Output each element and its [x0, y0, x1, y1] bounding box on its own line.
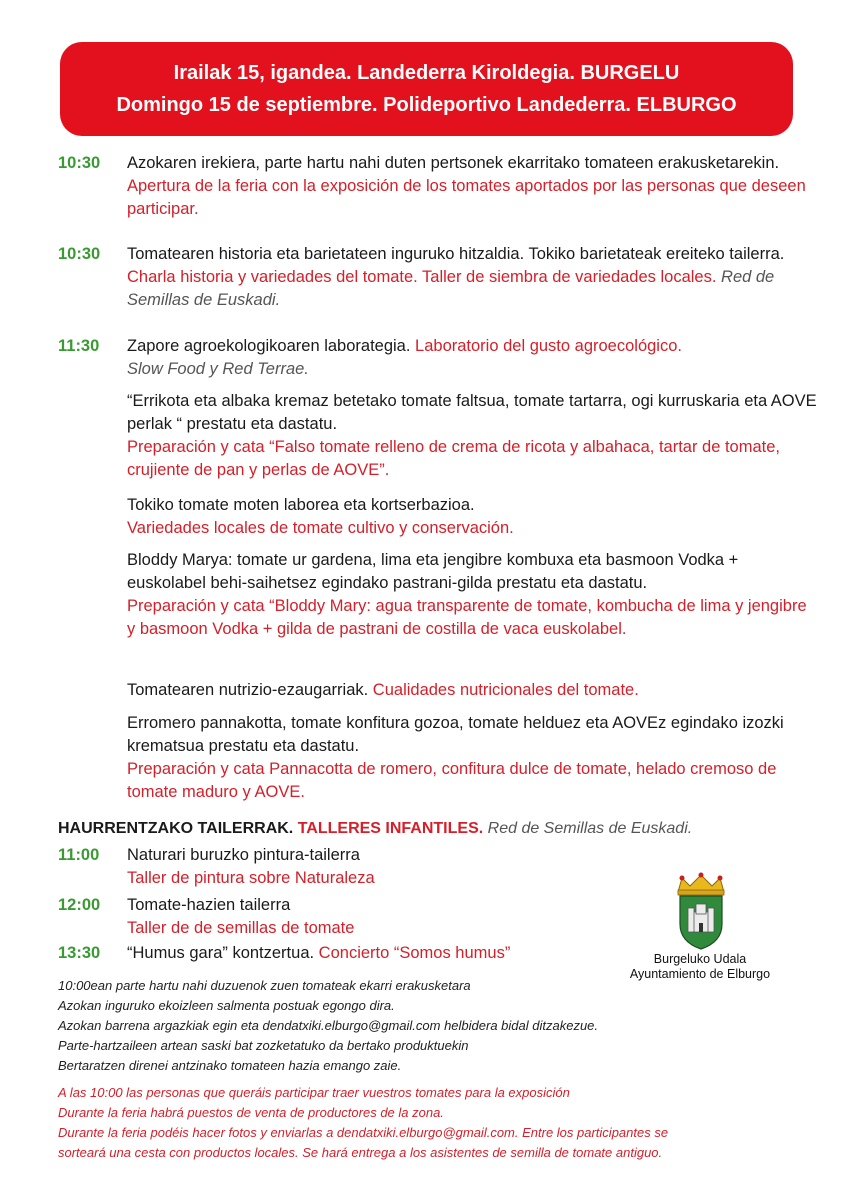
time-label: 11:30	[58, 337, 100, 355]
time-label: 11:00	[58, 846, 100, 864]
schedule-item-opening	[127, 152, 817, 221]
organizer: Red de Semillas de Euskadi.	[127, 268, 775, 309]
text-spanish: Preparación y cata Pannacotta de romero, confitura dulce de tomate, helado cremoso de tomate maduro y AOVE.	[127, 760, 777, 801]
note-line: A las 10:00 las personas que queráis participar traer vuestros tomates para la exposición	[58, 1085, 570, 1100]
header-spanish: Domingo 15 de septiembre. Polideportivo Landederra. ELBURGO	[116, 94, 737, 116]
text-basque: Erromero pannakotta, tomate konfitura gozoa, tomate helduez eta AOVEz egindako izozki krematsua prestatu eta dastatu.	[127, 714, 784, 755]
council-spanish: Ayuntamiento de Elburgo	[629, 967, 771, 981]
note-line: Bertaratzen direnei antzinako tomateen hazia emango zaie.	[58, 1058, 402, 1073]
note-line: Azokan barrena argazkiak egin eta dendatxiki.elburgo@gmail.com helbidera bidal ditzakezue.	[58, 1018, 599, 1033]
text-basque: Zapore agroekologikoaren laborategia.	[127, 337, 411, 355]
lab-block-5	[127, 712, 817, 804]
time-label: 10:30	[58, 245, 101, 263]
note-line: 10:00ean parte hartu nahi duzuenok zuen tomateak ekarri erakusketara	[58, 978, 471, 993]
text-basque: Tomatearen nutrizio-ezaugarriak.	[127, 681, 369, 699]
notes-spanish	[58, 1083, 798, 1163]
text-spanish: Taller de de semillas de tomate	[127, 919, 355, 937]
note-line: Parte-hartzaileen artean saski bat zozketatuko da bertako produktuekin	[58, 1038, 469, 1053]
coat-of-arms-icon	[668, 872, 734, 950]
header-basque: Irailak 15, igandea. Landederra Kiroldegia. BURGELU	[173, 62, 680, 84]
organizer: Red de Semillas de Euskadi.	[487, 820, 693, 837]
schedule-item-talk	[127, 243, 817, 312]
time-label: 13:30	[58, 944, 101, 962]
text-basque: Bloddy Marya: tomate ur gardena, lima eta jengibre kombuxa eta basmoon Vodka + euskolabel behi-saihetsez egindako pastrani-gilda prestatu eta dastatu.	[127, 551, 739, 592]
text-basque: Tomatearen historia eta barietateen inguruko hitzaldia. Tokiko barietateak ereiteko tailerra.	[127, 245, 785, 263]
note-line: Durante la feria podéis hacer fotos y enviarlas a dendatxiki.elburgo@gmail.com. Entre los participantes se	[58, 1125, 669, 1140]
note-line: Durante la feria habrá puestos de venta de productores de la zona.	[58, 1105, 444, 1120]
organizer: Slow Food y Red Terrae.	[127, 360, 309, 378]
text-spanish: Concierto “Somos humus”	[318, 944, 511, 962]
text-spanish: Charla historia y variedades del tomate. Taller de siembra de variedades locales.	[127, 268, 717, 286]
text-spanish: Cualidades nutricionales del tomate.	[372, 681, 639, 699]
text-basque: “Humus gara” kontzertua.	[127, 944, 315, 962]
note-line: Azokan inguruko ekoizleen salmenta postuak egongo dira.	[58, 998, 395, 1013]
lab-block-3	[127, 549, 817, 641]
time-label: 10:30	[58, 154, 101, 172]
lab-block-2	[127, 494, 817, 540]
text-spanish: Laboratorio del gusto agroecológico.	[415, 337, 682, 355]
text-spanish: Preparación y cata “Bloddy Mary: agua transparente de tomate, kombucha de lima y jengibre y basmoon Vodka + gilda de pastrani de costilla de vaca euskolabel.	[127, 597, 807, 638]
council-basque: Burgeluko Udala	[653, 952, 747, 966]
notes-basque	[58, 976, 798, 1076]
title-basque: HAURRENTZAKO TAILERRAK.	[58, 820, 294, 837]
kids-section-title	[58, 820, 692, 838]
text-basque: “Errikota eta albaka kremaz betetako tomate faltsua, tomate tartarra, ogi kurruskaria eta AOVE perlak “ prestatu eta dastatu.	[127, 392, 817, 433]
text-spanish: Apertura de la feria con la exposición de los tomates aportados por las personas que deseen participar.	[127, 177, 806, 218]
time-label: 12:00	[58, 896, 101, 914]
text-basque: Tomate-hazien tailerra	[127, 896, 291, 914]
title-spanish: TALLERES INFANTILES.	[297, 820, 484, 837]
text-spanish: Variedades locales de tomate cultivo y conservación.	[127, 519, 514, 537]
note-line: sorteará una cesta con productos locales. Se hará entrega a los asistentes de semilla de tomate antiguo.	[58, 1145, 663, 1160]
text-basque: Azokaren irekiera, parte hartu nahi duten pertsonek ekarritako tomateen erakusketarekin.	[127, 154, 780, 172]
lab-block-4	[127, 679, 817, 702]
header-banner	[60, 42, 793, 136]
text-spanish: Taller de pintura sobre Naturaleza	[127, 869, 375, 887]
text-basque: Naturari buruzko pintura-tailerra	[127, 846, 360, 864]
lab-block-1	[127, 390, 817, 482]
schedule-item-lab	[127, 335, 817, 381]
text-spanish: Preparación y cata “Falso tomate relleno de crema de ricota y albahaca, tartar de tomate, crujiente de pan y perlas de AOVE”.	[127, 438, 780, 479]
text-basque: Tokiko tomate moten laborea eta kortserbazioa.	[127, 496, 475, 514]
